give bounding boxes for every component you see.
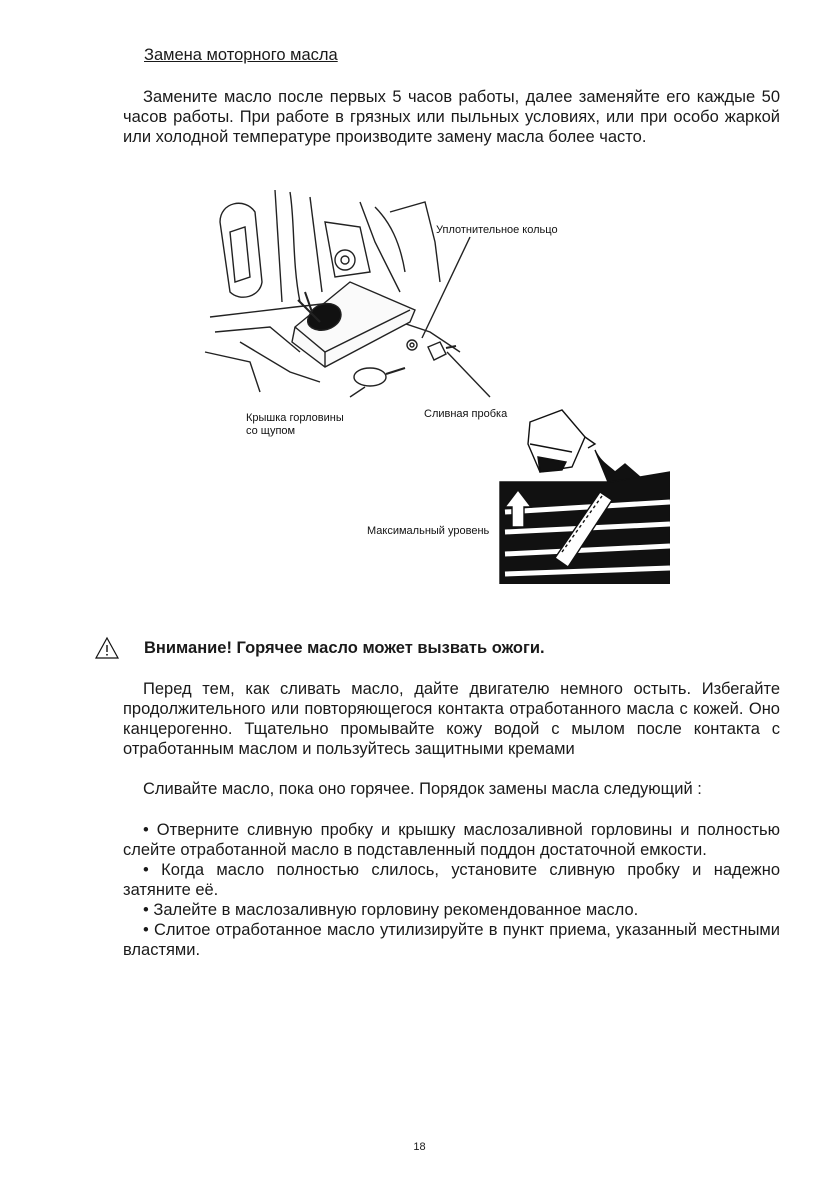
intro-text: Замените масло после первых 5 часов работы, далее заменяйте его каждые 50 часов работы. При работе в грязных или пыльных условиях, или при особо жаркой или холодной температуре производите замену масла более часто. bbox=[123, 88, 780, 146]
label-max-level: Максимальный уровень bbox=[367, 525, 490, 537]
oil-change-illustration bbox=[200, 182, 670, 584]
list-item: • Когда масло полностью слилось, установите сливную пробку и надежно затяните её. bbox=[123, 861, 780, 899]
engine-drain-drawing bbox=[200, 182, 670, 584]
label-filler-cap-line2: со щупом bbox=[246, 425, 296, 437]
caution-paragraph bbox=[123, 679, 780, 759]
list-item: • Отверните сливную пробку и крышку маслозаливной горловины и полностью слейте отработанной масло в подставленный поддон достаточной емкости. bbox=[123, 821, 780, 859]
list-item: • Залейте в маслозаливную горловину рекомендованное масло. bbox=[143, 901, 639, 919]
page-number: 18 bbox=[413, 1141, 426, 1153]
steps-list bbox=[123, 820, 780, 960]
drain-paragraph bbox=[123, 779, 780, 799]
warning-text: Внимание! Горячее масло может вызвать ожоги. bbox=[144, 639, 545, 657]
caution-text: Перед тем, как сливать масло, дайте двигателю немного остыть. Избегайте продолжительного или повторяющегося контакта отработанного масла с кожей. Оно канцерогенно. Тщательно промывайте кожу водой с мылом после контакта с отработанным маслом и пользуйтесь защитными кремами bbox=[123, 680, 780, 758]
label-filler-cap-line1: Крышка горловины bbox=[246, 412, 344, 424]
section-heading: Замена моторного масла bbox=[144, 46, 338, 64]
list-item: • Слитое отработанное масло утилизируйте в пункт приема, указанный местными властями. bbox=[123, 921, 780, 959]
drain-text: Сливайте масло, пока оно горячее. Порядок замены масла следующий : bbox=[143, 780, 702, 798]
label-seal-ring: Уплотнительное кольцо bbox=[436, 224, 558, 236]
intro-paragraph bbox=[123, 87, 780, 147]
label-drain-plug: Сливная пробка bbox=[424, 408, 508, 420]
warning-triangle-icon bbox=[94, 636, 120, 665]
